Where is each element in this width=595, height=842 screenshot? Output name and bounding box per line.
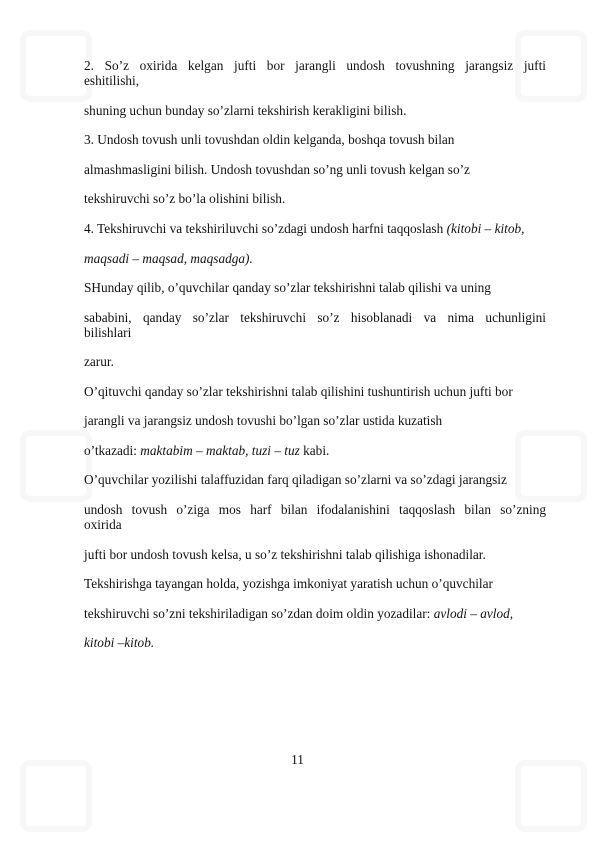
text-line: oxirida [84,517,122,532]
text-span: o’tkazadi: [84,443,141,458]
text-line [84,221,546,237]
text-line: O’quvchilar yozilishi talaffuzidan farq qiladigan so’zlarni va so’zdagi jarangsiz [84,472,507,487]
text-line: bilishlari [84,325,132,340]
watermark-mark [515,760,587,832]
text-span: kabi. [299,443,330,458]
text-line: zarur. [84,354,114,369]
text-line [84,606,546,622]
watermark-mark [515,430,587,502]
text-line: sababini, qanday so’zlar tekshiruvchi so’z hisoblanadi va nima uchunligini [84,310,546,325]
text-line: undosh tovush o’ziga mos harf bilan ifodalanishini taqqoslash bilan so’zning [84,502,546,517]
example-words: maqsadi – maqsad, maqsadga). [84,251,253,266]
text-line: Tekshirishga tayangan holda, yozishga imkoniyat yaratish uchun o’quvchilar [84,576,493,591]
text-span: tekshiruvchi so’zni tekshiriladigan so’zdan doim oldin yozadilar: [84,606,434,621]
watermark-mark [20,30,92,102]
text-line: jufti bor undosh tovush kelsa, u so’z tekshirishni talab qilishiga ishonadilar. [84,547,486,562]
text-line [84,443,546,459]
text-line: almashmasligini bilish. Undosh tovushdan so’ng unli tovush kelgan so’z [84,162,470,177]
text-line: eshitilishi, [84,73,140,88]
example-words: kitobi –kitob. [84,635,155,650]
text-line: 2. So’z oxirida kelgan jufti bor jarangli undosh tovushning jarangsiz jufti [84,58,546,73]
text-line: tekshiruvchi so’z bo’la olishini bilish. [84,191,286,206]
page-number: 11 [291,752,304,767]
text-line: O’qituvchi qanday so’zlar tekshirishni talab qilishini tushuntirish uchun jufti bor [84,384,513,399]
text-line: jarangli va jarangsiz undosh tovushi bo’lgan so’zlar ustida kuzatish [84,413,443,428]
text-span: 4. Tekshiruvchi va tekshiriluvchi so’zdagi undosh harfni taqqoslash [84,221,447,236]
watermark-mark [20,760,92,832]
text-line: shuning uchun bunday so’zlarni tekshirish kerakligini bilish. [84,103,407,118]
example-words: (kitobi – kitob, [446,221,525,236]
text-line: 3. Undosh tovush unli tovushdan oldin kelganda, boshqa tovush bilan [84,132,455,147]
example-words: avlodi – avlod, [433,606,514,621]
example-words: maktabim – maktab, tuzi – tuz [140,443,300,458]
text-line: SHunday qilib, o’quvchilar qanday so’zlar tekshirishni talab qilishi va uning [84,280,491,295]
watermark-mark [20,430,92,502]
